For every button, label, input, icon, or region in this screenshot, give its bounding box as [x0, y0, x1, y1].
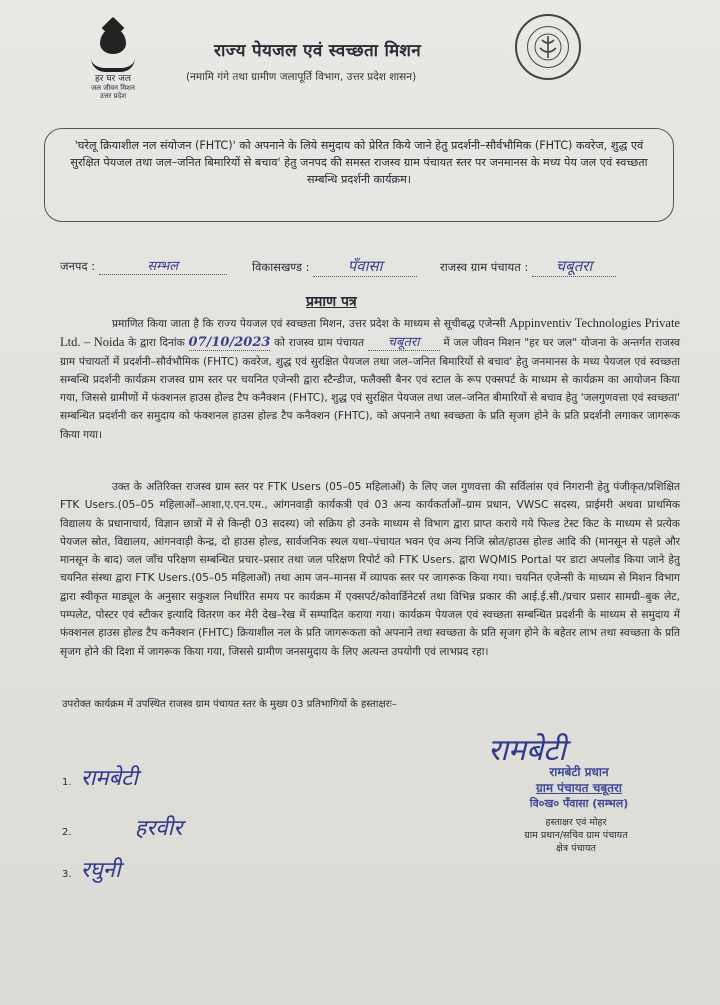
paragraph-1: [60, 314, 680, 444]
block-value: पँवासा: [347, 257, 383, 275]
har-ghar-jal-logo: [78, 28, 148, 108]
panchayat-label: राजस्व ग्राम पंचायत :: [440, 260, 529, 274]
logo-text-3: उत्तर प्रदेश: [99, 92, 127, 100]
water-drop-icon: [100, 28, 126, 54]
participant-signature-1: [62, 762, 138, 792]
para1-text-b: के द्वारा दिनांक: [128, 337, 185, 350]
para1-text-c: को राजस्व ग्राम पंचायत: [274, 337, 364, 350]
logo-text-1: हर घर जल: [95, 74, 131, 84]
stamp-line-3: वि०ख० पँवासा (सम्भल): [529, 797, 629, 810]
signatory-labels: [486, 816, 666, 855]
participant-signature-2: [62, 812, 182, 842]
program-heading-box: [44, 128, 674, 222]
district-label: जनपद :: [60, 259, 96, 273]
pradhan-signature-text: रामबेटी: [488, 733, 566, 768]
logo-text-2: जल जीवन मिशन: [91, 84, 135, 92]
para1-text-d: में जल जीवन मिशन "हर घर जल" योजना के अन्तर्गत राजस्व ग्राम पंचायतों में प्रदर्शनी–सौर्वभौमिक (FHTC) कवरेज, शुद्ध एवं सुरक्षित पेयजल तथा जल–जनित बिमारियों से बचाव' हेतु जनमानस के मध्य पेयजल एवं स्वच्छता सम्बन्धि प्रदर्शनी कार्यक्रम राजस्व ग्राम स्तर पर चयनित एजेन्सी द्वारा स्टैन्डीज, फलैक्सी बैनर एवं स्टाल के रूप एक्सपर्ट के माध्यम से कार्यक्रम का आयोजन किया गया, जिससे ग्रामीणों में फंक्शनल हाउस होल्ड टैप कनैक्शन (FHTC), शुद्ध एवं सुरक्षित पेयजल तथा जल–जनित बीमारियों से बचाव हेतु 'जलगुणवत्ता एवं स्वच्छता' सम्बन्धित प्रदर्शनी कर समुदाय को फंक्शनल हाउस होल्ड टैप कनैक्शन (FHTC), को अपनाने तथा स्वच्छता के प्रति सृजग होने के प्रति प्रदर्शनी लगाकर जागरूक किया गया।: [60, 337, 680, 441]
block-field: [252, 256, 417, 277]
certificate-title: प्रमाण पत्र: [306, 294, 357, 310]
pradhan-stamp: [494, 764, 664, 812]
participant-signature-3: [62, 854, 121, 884]
signatory-label-1: हस्ताक्षर एवं मोहर: [545, 817, 607, 828]
hands-icon: [91, 58, 135, 72]
district-field: [60, 256, 227, 275]
page-subtitle: (नमामि गंगे तथा ग्रामीण जलापूर्ति विभाग, उत्तर प्रदेश शासन): [186, 71, 417, 83]
emblem-icon: [527, 26, 569, 68]
village-name: चबूतरा: [368, 335, 440, 351]
panchayat-field: [440, 256, 616, 277]
signatory-label-3: क्षेत्र पंचायत: [556, 843, 596, 854]
agency-name: Appinventiv Technologies Private Ltd. – Noida: [60, 316, 680, 350]
signatory-label-2: ग्राम प्रधान/सचिव ग्राम पंचायत: [524, 830, 628, 841]
sig-num-2: 2.: [62, 827, 72, 838]
stamp-line-2: ग्राम पंचायत चबूतरा: [535, 781, 623, 795]
sig-num-3: 3.: [62, 869, 72, 880]
pradhan-signature: [488, 728, 566, 769]
sig-name-1: रामबेटी: [80, 766, 138, 791]
page-title: राज्य पेयजल एवं स्वच्छता मिशन: [214, 41, 422, 61]
panchayat-value: चबूतरा: [555, 257, 593, 275]
participant-caption: [62, 698, 452, 712]
block-label: विकासखण्ड :: [252, 260, 310, 274]
program-heading: 'घरेलू क्रियाशील नल संयोजन (FHTC)' को अपनाने के लिये समुदाय को प्रेरित किये जाने हेतु प्रदर्शनी–सौर्वभौमिक (FHTC) कवरेज, शुद्ध एवं सुरक्षित पेयजल तथा जल–जनित बिमारियों से बचाव' हेतु जनपद की समस्त राजस्व ग्राम पंचायत स्तर पर जनमानस के मध्य पेय जल एवं स्वच्छता सम्बन्धि प्रदर्शनी कार्यक्रम।: [70, 139, 648, 186]
stamp-line-1: रामबेटी प्रधान: [549, 765, 609, 779]
para1-text-a: प्रमाणित किया जाता है कि राज्य पेयजल एवं स्वच्छता मिशन, उत्तर प्रदेश के माध्यम से सूचीबद्ध एजेन्सी: [112, 318, 506, 330]
sig-name-3: रघुनी: [80, 858, 121, 883]
para2-text: उक्त के अतिरिक्त राजस्व ग्राम स्तर पर FTK Users (05–05 महिलाओं) के लिए जल गुणवत्ता की सर्विलांस एवं निगरानी हेतु पंजीकृत/प्रशिक्षित FTK Users.(05–05 महिलाओं–आशा,ए.एन.एम., आंगनवाड़ी कार्यकत्री एवं 03 अन्य कार्यकर्ताओं–ग्राम प्रधान, VWSC सदस्य, प्राईमरी अथवा प्राथमिक विद्यालय के प्रधानाचार्य, विज्ञान छात्रों में से किन्ही 03 सदस्य) जो सक्रिय हो उनके माध्यम से विभाग द्वारा प्राप्त कराये गये फिल्ड टेस्ट किट के माध्यम से प्रत्येक पेयजल स्रोत, विद्यालय, आंगनवाड़ी केन्द्र, दो हाउस होल्ड, सार्वजनिक स्थल यथा–पंचायत भवन एंव अन्य निजि स्रोत/हाउस होल्ड आदि की (मानसून से पहले और मानसून के बाद) जल जाँच परिक्षण सम्बन्धित प्रचार–प्रसार तथा जल परिक्षण रिपोर्ट को FTK Users. द्वारा WQMIS Portal पर डाटा अपलोड किया जाने हेतु चयनित संस्था द्वारा FTK Users.(05–05 महिलाओं) तथा आम जन–मानस में व्यापक स्तर पर जागरूक किया गया। चयनित एजेन्सी के माध्यम से मिशन विभाग द्वारा स्वीकृत माड्यूल के अनुसार सकुशल निर्धारित समय पर कार्यक्रम में एक्सपर्ट/कोवार्डिनेटर्स तथा विभिन्न प्रकार की आई.ई.सी./प्रचार प्रसार सामग्री–बुक लेट, पम्पलेट, पोस्टर एवं स्टीकर इत्यादि वितरण कर मेरी देख–रेख में सम्पादित कराया गया। कार्यक्रम पेयजल एवं स्वच्छता सम्बन्धित प्रदर्शनी के माध्यम से समुदाय में फंक्शनल हाउस होल्ड टैप कनैक्शन (FHTC) क्रियाशील नल के प्रति जागरूकता को अपनाने तथा स्वच्छता के प्रति सृजग होने के बहेतर लाभ तथा स्वच्छता के प्रति सृजग होने की दिशा में जागरूक किया गया, जिससे ग्रामीण जनसमुदाय के लिए अत्यन्त उपयोगी एवं लाभप्रद रहा।: [60, 481, 680, 658]
program-date: 07/10/2023: [188, 335, 271, 351]
paragraph-2: [60, 478, 680, 661]
district-value: सम्भल: [147, 259, 179, 274]
participant-caption-text: उपरोक्त कार्यक्रम में उपस्थित राजस्व ग्राम पंचायत स्तर के मुख्य 03 प्रतिभागियों के हस्ताक्षरः–: [62, 699, 397, 710]
sig-num-1: 1.: [62, 777, 72, 788]
sig-name-2: हरवीर: [134, 816, 183, 841]
up-government-seal: [515, 14, 581, 80]
